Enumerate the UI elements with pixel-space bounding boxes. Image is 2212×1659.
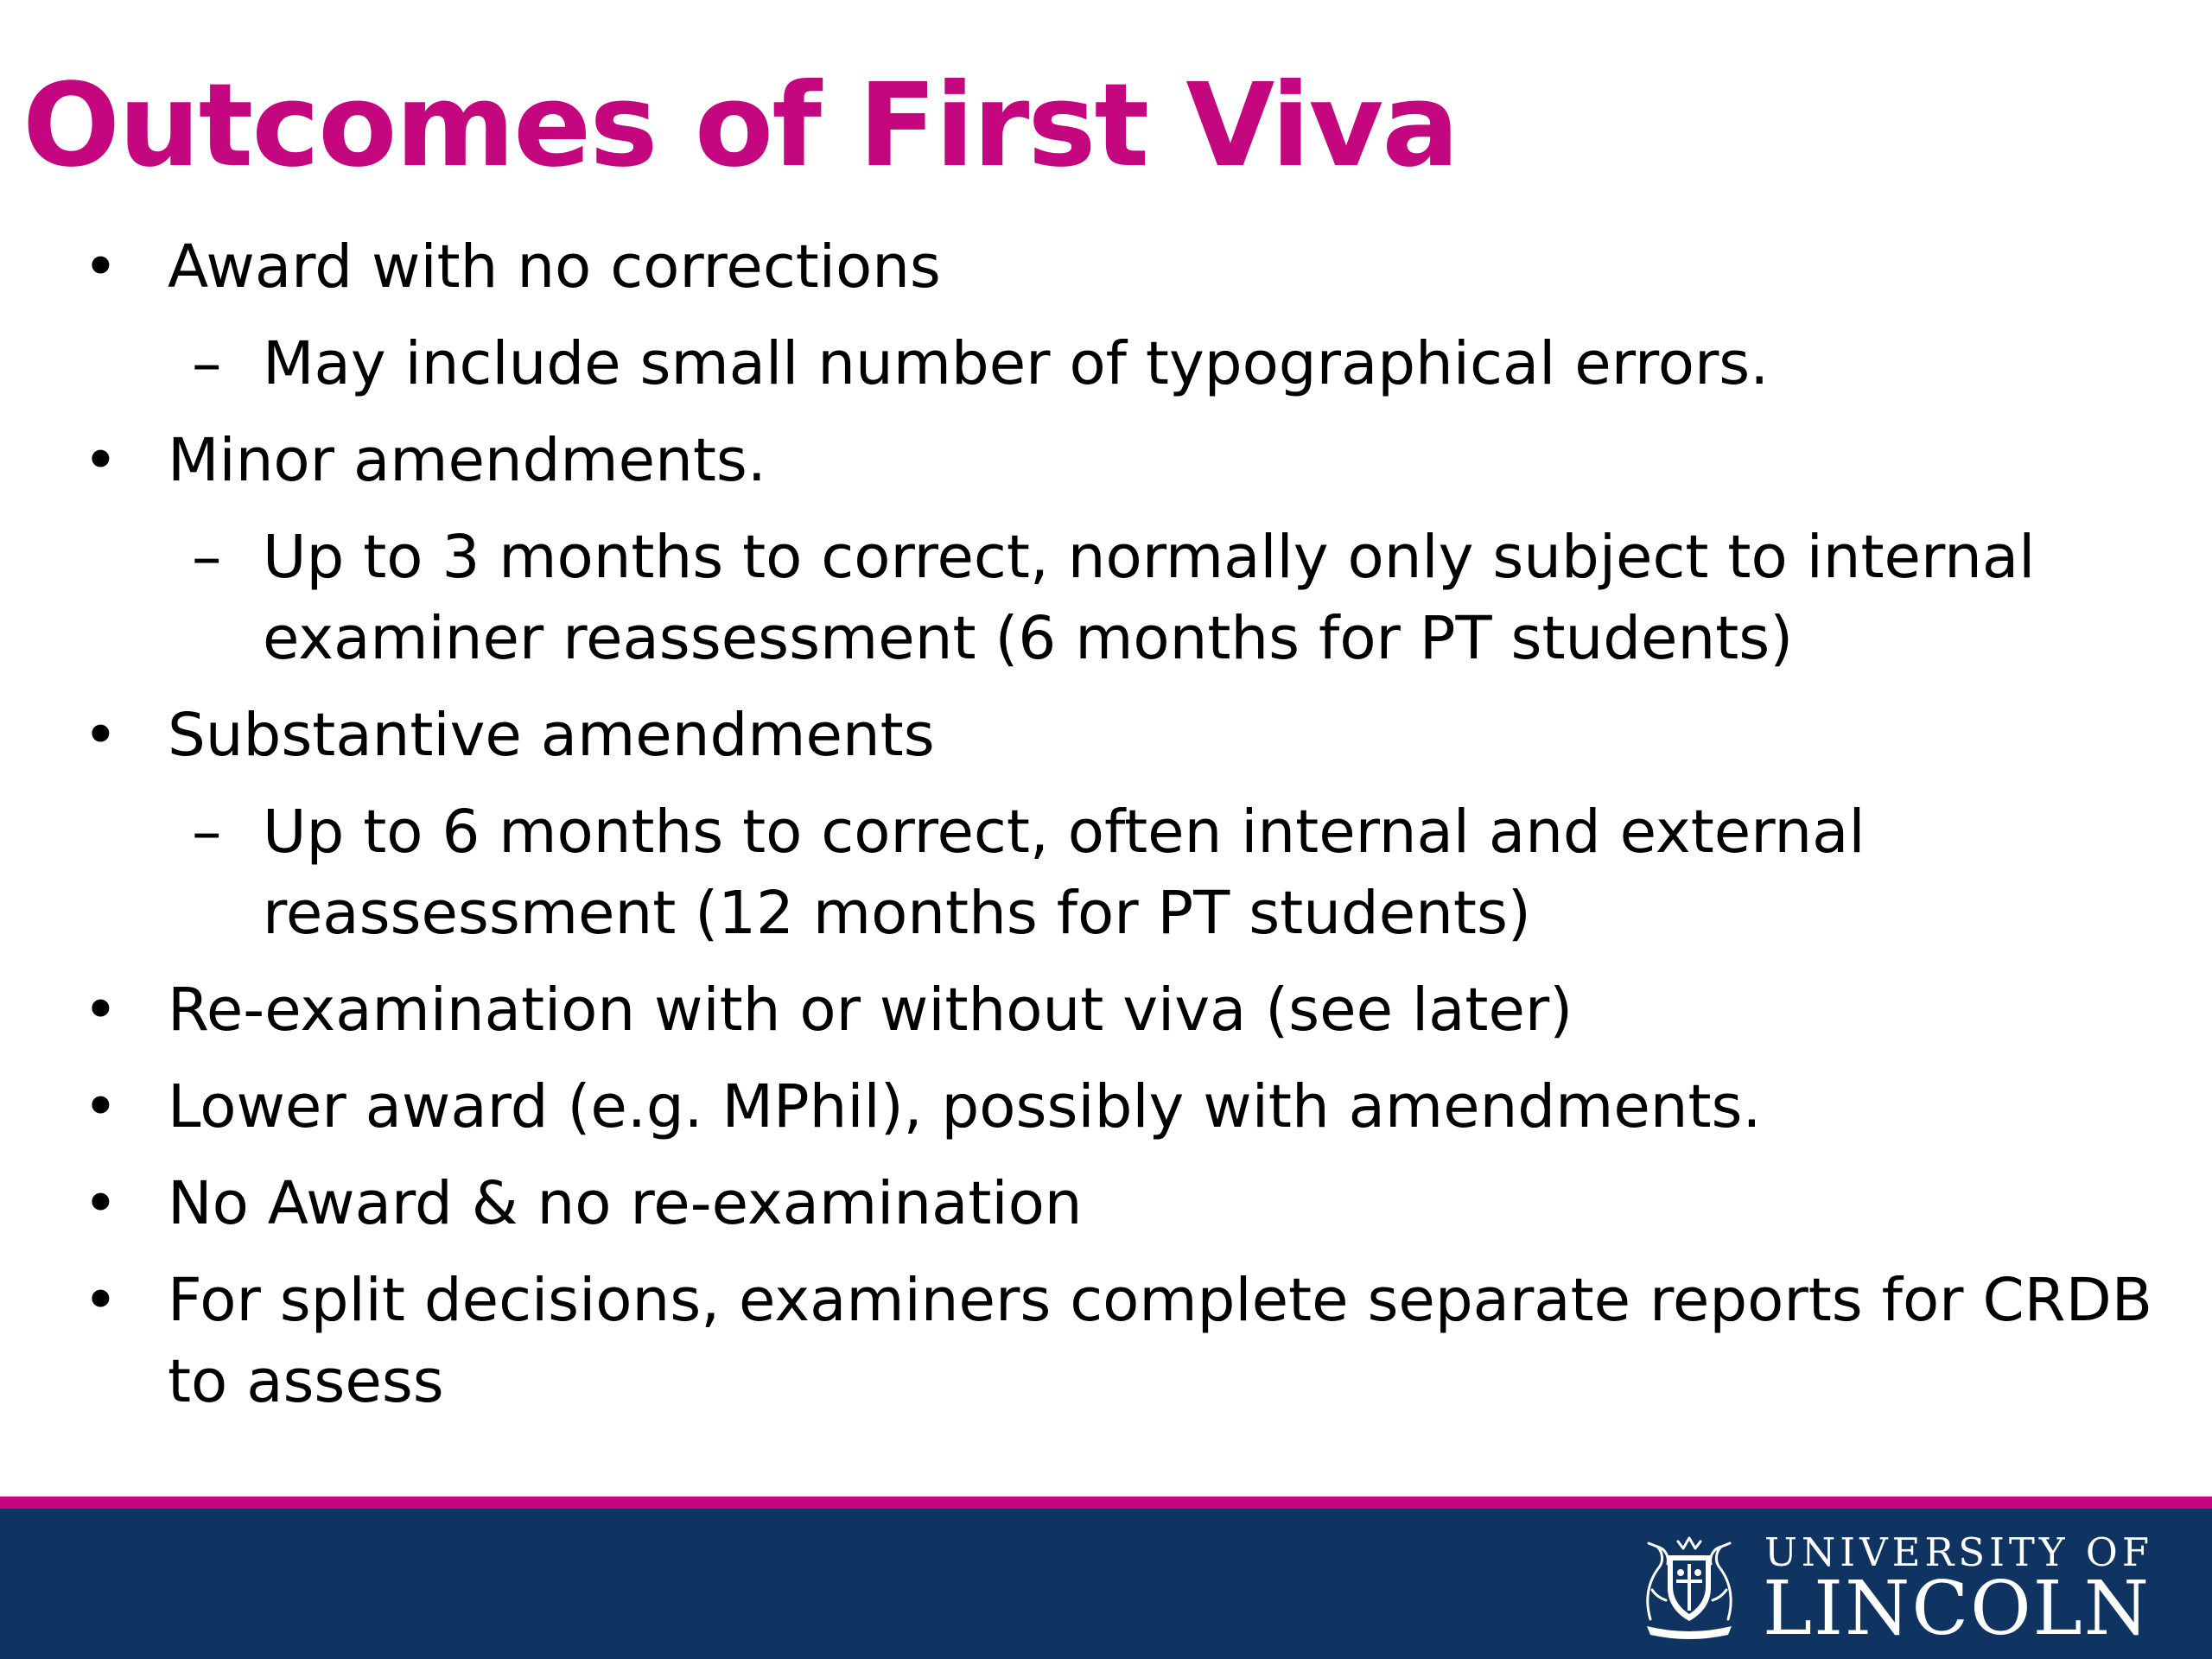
dash-marker: – — [192, 798, 222, 867]
sub-bullet-item — [0, 323, 2212, 404]
bullet-text: Minor amendments. — [168, 426, 766, 495]
logo-line-university-of: UNIVERSITY OF — [1764, 1529, 2154, 1575]
bullet-item — [0, 969, 2212, 1051]
bullet-item — [0, 1066, 2212, 1147]
footer-accent-stripe — [0, 1497, 2212, 1509]
dash-marker: – — [192, 523, 222, 592]
bullet-marker: • — [83, 976, 118, 1045]
university-logo — [1633, 1529, 2186, 1652]
bullet-marker: • — [83, 1266, 118, 1335]
bullet-marker: • — [83, 701, 118, 770]
logo-line-lincoln: LINCOLN — [1763, 1566, 2151, 1652]
bullet-list — [0, 226, 2212, 1438]
slide-title: Outcomes of First Viva — [22, 60, 1459, 193]
sub-bullet-text: May include small number of typographical errors. — [263, 329, 1770, 398]
sub-bullet-item — [0, 791, 2212, 954]
bullet-item — [0, 1260, 2212, 1422]
bullet-text: For split decisions, examiners complete separate reports for CRDB to assess — [168, 1266, 2153, 1416]
bullet-text: Award with no corrections — [168, 232, 941, 302]
bullet-item — [0, 226, 2212, 308]
bullet-item — [0, 1163, 2212, 1244]
bullet-text: Lower award (e.g. MPhil), possibly with amendments. — [168, 1072, 1762, 1141]
bullet-text: Substantive amendments — [168, 701, 935, 770]
dash-marker: – — [192, 329, 222, 398]
bullet-text: No Award & no re-examination — [168, 1169, 1083, 1238]
bullet-item — [0, 695, 2212, 776]
bullet-marker: • — [83, 232, 118, 302]
bullet-marker: • — [83, 426, 118, 495]
bullet-marker: • — [83, 1169, 118, 1238]
bullet-marker: • — [83, 1072, 118, 1141]
sub-bullet-text: Up to 3 months to correct, normally only subject to internal examiner reassessment (6 months for PT students) — [263, 523, 2036, 673]
university-crest-icon — [1633, 1529, 1745, 1642]
bullet-text: Re-examination with or without viva (see later) — [168, 976, 1573, 1045]
sub-bullet-text: Up to 6 months to correct, often internal and external reassessment (12 months for PT students) — [263, 798, 1866, 948]
bullet-item — [0, 420, 2212, 501]
sub-bullet-item — [0, 517, 2212, 679]
